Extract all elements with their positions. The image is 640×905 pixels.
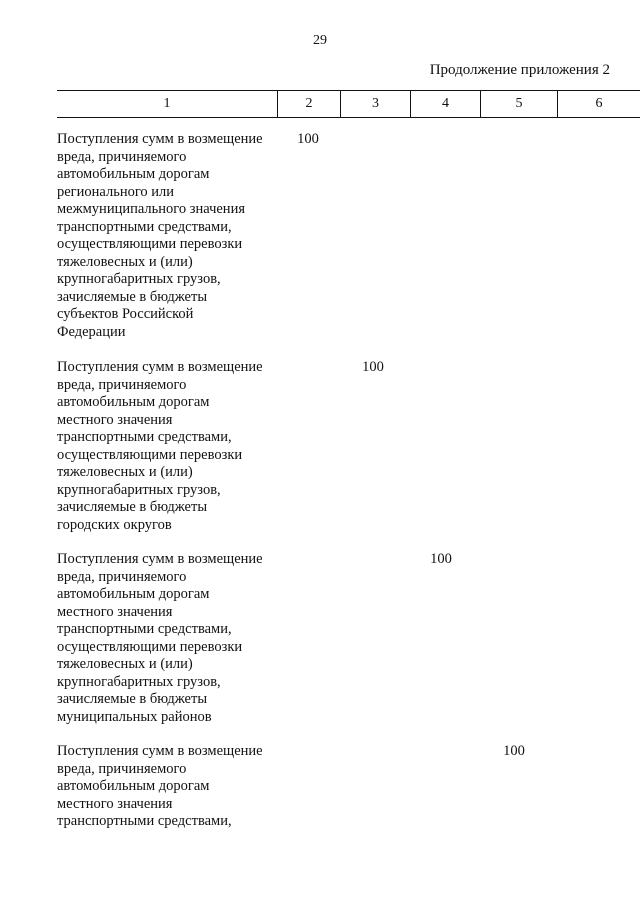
column-header-2: 2 bbox=[277, 91, 340, 117]
row-text-line: Поступления сумм в возмещение bbox=[57, 743, 263, 759]
page-number: 29 bbox=[313, 33, 327, 48]
row-text-line: транспортными средствами, bbox=[57, 813, 232, 829]
row-text-line: осуществляющими перевозки bbox=[57, 236, 243, 252]
row-text-line: межмуниципального значения bbox=[57, 201, 245, 217]
continuation-label: Продолжение приложения 2 bbox=[429, 62, 610, 78]
row-text-line: тяжеловесных и (или) bbox=[57, 656, 193, 672]
row-text-line: автомобильным дорогам bbox=[57, 586, 210, 602]
row-value: 100 bbox=[362, 359, 384, 375]
row-text-line: местного значения bbox=[57, 795, 173, 812]
row-text-line: автомобильным дорогам bbox=[57, 778, 210, 794]
row-text-line: вреда, причиняемого bbox=[57, 148, 187, 165]
row-text-line: тяжеловесных и (или) bbox=[57, 253, 193, 270]
row-text-line: субъектов Российской bbox=[57, 306, 194, 322]
row-text-line: зачисляемые в бюджеты bbox=[57, 691, 208, 707]
row-text-line: транспортными средствами, bbox=[57, 218, 232, 235]
column-header-1: 1 bbox=[163, 96, 171, 111]
row-text-line: транспортными средствами, bbox=[57, 429, 232, 445]
table-row bbox=[57, 131, 282, 341]
row-text-line: муниципальных районов bbox=[57, 708, 212, 725]
table-header bbox=[57, 90, 640, 118]
column-header-6: 6 bbox=[557, 91, 640, 117]
column-header-4: 4 bbox=[410, 91, 480, 117]
column-header-5: 5 bbox=[480, 91, 557, 117]
table-row bbox=[57, 359, 282, 534]
row-text-line: местного значения bbox=[57, 603, 173, 620]
row-text-line: крупногабаритных грузов, bbox=[57, 673, 221, 690]
row-text-line: вреда, причиняемого bbox=[57, 568, 187, 585]
row-text-line: крупногабаритных грузов, bbox=[57, 481, 221, 498]
row-text-line: крупногабаритных грузов, bbox=[57, 271, 221, 287]
table-row bbox=[57, 551, 282, 726]
row-text-line: осуществляющими перевозки bbox=[57, 446, 243, 463]
row-text-line: местного значения bbox=[57, 411, 173, 428]
row-text-line: транспортными средствами, bbox=[57, 621, 232, 637]
row-text-line: зачисляемые в бюджеты bbox=[57, 499, 208, 515]
row-text-line: вреда, причиняемого bbox=[57, 760, 187, 777]
row-text-line: зачисляемые в бюджеты bbox=[57, 288, 208, 305]
row-text-line: автомобильным дорогам bbox=[57, 394, 210, 410]
table-row bbox=[57, 743, 282, 831]
row-text-line: городских округов bbox=[57, 516, 172, 533]
row-text-line: Федерации bbox=[57, 323, 126, 340]
row-text-line: осуществляющими перевозки bbox=[57, 638, 243, 655]
row-text-line: вреда, причиняемого bbox=[57, 376, 187, 393]
column-header-3: 3 bbox=[340, 91, 410, 117]
row-text-line: Поступления сумм в возмещение bbox=[57, 131, 263, 147]
row-text-line: Поступления сумм в возмещение bbox=[57, 359, 263, 375]
row-text-line: тяжеловесных и (или) bbox=[57, 464, 193, 480]
row-text-line: автомобильным дорогам bbox=[57, 166, 210, 182]
row-text-line: регионального или bbox=[57, 183, 175, 200]
row-text-line: Поступления сумм в возмещение bbox=[57, 551, 263, 567]
row-value: 100 bbox=[503, 743, 525, 759]
row-value: 100 bbox=[430, 551, 452, 567]
row-value: 100 bbox=[297, 131, 319, 147]
